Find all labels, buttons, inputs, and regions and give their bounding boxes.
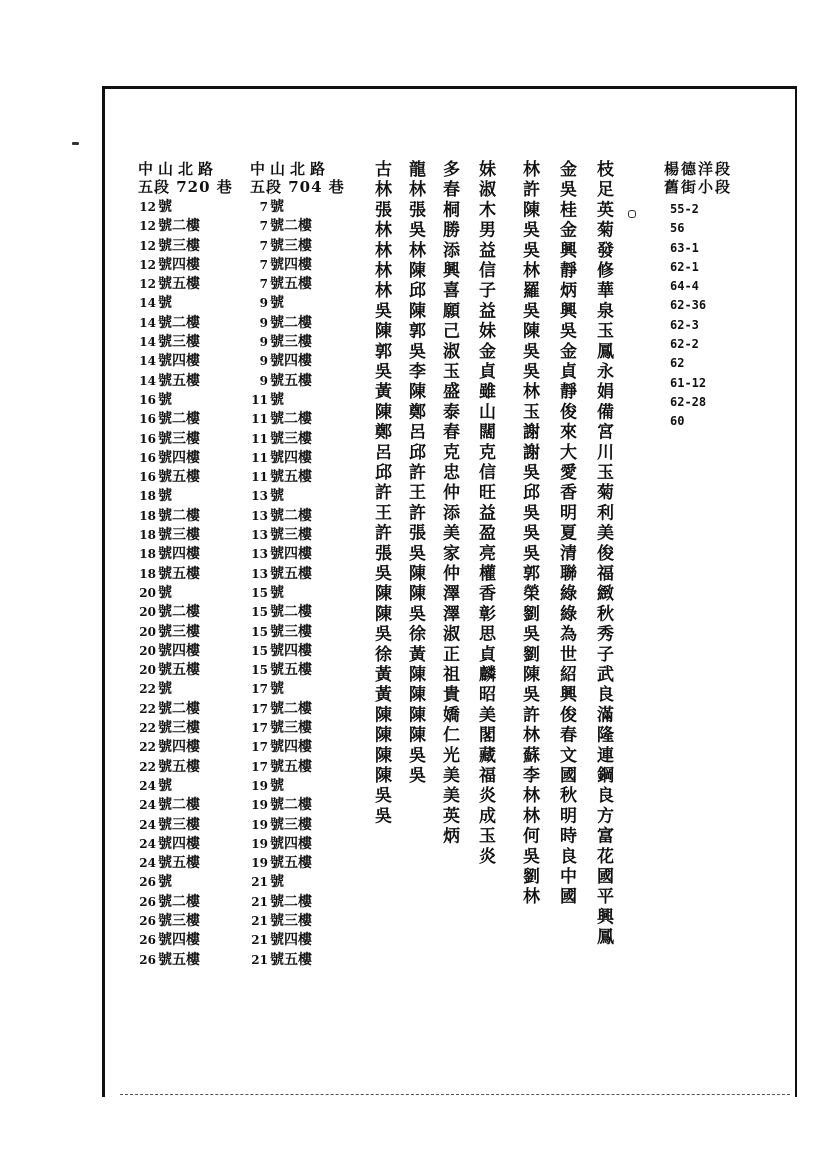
floor-label: 號五樓: [270, 758, 312, 775]
column-header-lane: 五段 720 巷: [138, 178, 233, 196]
address-row: [250, 468, 345, 487]
floor-label: 號四樓: [158, 449, 200, 466]
house-number: 7: [259, 238, 268, 253]
floor-label: 號三樓: [270, 527, 312, 544]
house-number: 14: [139, 373, 156, 388]
floor-label: 號二樓: [270, 893, 312, 910]
address-row: [250, 430, 345, 449]
house-number: 7: [259, 257, 268, 272]
house-number: 9: [259, 335, 268, 350]
name-column-7: 枝足英菊發修華泉玉鳳永娟備宮川玉菊利美俊福緻秋秀子武良滿隆連鋼良方富花國平興鳳: [593, 160, 613, 948]
house-number: 12: [139, 200, 156, 214]
address-row: [138, 816, 233, 835]
address-row: [138, 217, 233, 236]
address-list: [250, 198, 345, 970]
address-row: [138, 565, 233, 584]
house-number: 14: [139, 315, 156, 330]
address-row: [250, 256, 345, 275]
floor-label: 號三樓: [270, 430, 312, 447]
floor-label: 號三樓: [158, 623, 200, 640]
house-number: 20: [139, 663, 156, 678]
address-row: [250, 661, 345, 680]
address-row: [250, 584, 345, 603]
land-number: 61-12: [670, 375, 707, 390]
house-number: 12: [139, 257, 156, 272]
house-number: 7: [259, 219, 268, 234]
address-row: [138, 661, 233, 680]
floor-label: 號三樓: [158, 237, 200, 254]
address-row: [138, 623, 233, 642]
house-number: 13: [251, 566, 268, 581]
floor-label: 號五樓: [158, 469, 200, 486]
floor-label: 號: [158, 681, 172, 698]
floor-label: 號五樓: [270, 855, 312, 872]
land-number: 62-1: [670, 259, 699, 274]
house-number: 18: [139, 528, 156, 543]
floor-label: 號二樓: [158, 700, 200, 717]
floor-label: 號: [158, 488, 172, 505]
house-number: 17: [251, 740, 268, 755]
floor-label: 號三樓: [158, 720, 200, 737]
floor-label: 號五樓: [270, 951, 312, 968]
house-number: 24: [139, 778, 156, 793]
address-row: [250, 487, 345, 506]
floor-label: 號五樓: [158, 951, 200, 968]
floor-label: 號: [270, 199, 284, 215]
house-number: 22: [139, 759, 156, 774]
address-row: [250, 623, 345, 642]
scan-speck: [628, 210, 636, 218]
house-number: 15: [251, 624, 268, 639]
floor-label: 號二樓: [158, 411, 200, 428]
floor-label: 號三樓: [158, 334, 200, 351]
house-number: 21: [251, 894, 268, 909]
address-row: [250, 391, 345, 410]
address-row: [250, 565, 345, 584]
house-number: 16: [139, 450, 156, 465]
address-row: [138, 352, 233, 371]
name-column-2: 龍林張吳林陳邱陳郭吳李陳鄭呂邱許王許張吳陳陳吳徐黃陳陳陳陳吳吳: [405, 160, 425, 787]
address-row: [250, 854, 345, 873]
address-row: [138, 526, 233, 545]
address-row: [250, 816, 345, 835]
house-number: 18: [139, 508, 156, 523]
index-header-subsection: 舊街小段: [664, 178, 733, 196]
floor-label: 號二樓: [158, 604, 200, 621]
column-header-lane: 五段 704 巷: [250, 178, 345, 196]
floor-label: 號五樓: [270, 469, 312, 486]
address-row: [250, 719, 345, 738]
house-number: 19: [251, 798, 268, 813]
house-number: 13: [251, 489, 268, 504]
name-column-5: 林許陳吳吳林羅吳陳吳吳林玉謝謝吳邱吳吳吳郭榮劉吳劉陳吳許林蘇李林林何吳劉林: [519, 160, 539, 908]
house-number: 7: [259, 200, 268, 214]
floor-label: 號三樓: [158, 430, 200, 447]
land-number: 64-4: [670, 279, 699, 294]
floor-label: 號四樓: [270, 353, 312, 370]
address-row: [138, 430, 233, 449]
column-header-road: 中山北路: [138, 160, 219, 178]
house-number: 17: [251, 759, 268, 774]
address-row: [138, 333, 233, 352]
house-number: 19: [251, 778, 268, 793]
house-number: 13: [251, 508, 268, 523]
address-row: [250, 835, 345, 854]
address-row: [250, 449, 345, 468]
address-row: [138, 738, 233, 757]
address-row: [250, 237, 345, 256]
address-row: [138, 256, 233, 275]
house-number: 13: [251, 547, 268, 562]
name-column-4: 妹淑木男益信子益妹金貞雖山闊克信旺益盈亮權香彰思貞麟昭美閣藏福炎成玉炎: [475, 160, 495, 867]
bottom-dashed-line: [120, 1094, 790, 1095]
floor-label: 號: [270, 391, 284, 408]
address-row: [250, 352, 345, 371]
floor-label: 號二樓: [158, 314, 200, 331]
address-row: [138, 545, 233, 564]
floor-label: 號二樓: [158, 218, 200, 235]
address-row: [138, 275, 233, 294]
house-number: 20: [139, 585, 156, 600]
address-column-704: [250, 160, 345, 970]
floor-label: 號: [158, 391, 172, 408]
floor-label: 號四樓: [158, 642, 200, 659]
floor-label: 號五樓: [158, 758, 200, 775]
house-number: 24: [139, 836, 156, 851]
address-row: [138, 719, 233, 738]
name-column-3: 多春桐勝添興喜願己淑玉盛泰春克忠仲添美家仲澤澤淑正祖貴嬌仁光美美英炳: [439, 160, 459, 847]
house-number: 15: [251, 663, 268, 678]
address-row: [138, 410, 233, 429]
address-row: [250, 796, 345, 815]
floor-label: 號三樓: [158, 527, 200, 544]
floor-label: 號四樓: [158, 256, 200, 273]
house-number: 18: [139, 489, 156, 504]
house-number: 26: [139, 952, 156, 967]
floor-label: 號二樓: [270, 507, 312, 524]
address-row: [138, 449, 233, 468]
house-number: 9: [259, 373, 268, 388]
floor-label: 號三樓: [270, 623, 312, 640]
floor-label: 號: [158, 777, 172, 794]
address-row: [138, 294, 233, 313]
house-number: 19: [251, 817, 268, 832]
house-number: 20: [139, 605, 156, 620]
house-number: 20: [139, 624, 156, 639]
house-number: 12: [139, 277, 156, 292]
land-number: 62-3: [670, 317, 699, 332]
house-number: 15: [251, 643, 268, 658]
floor-label: 號二樓: [270, 218, 312, 235]
floor-label: 號四樓: [270, 932, 312, 949]
address-row: [250, 294, 345, 313]
address-row: [138, 700, 233, 719]
column-header-road: 中山北路: [250, 160, 331, 178]
floor-label: 號五樓: [158, 276, 200, 293]
floor-label: 號: [158, 295, 172, 312]
floor-label: 號二樓: [158, 507, 200, 524]
address-row: [138, 372, 233, 391]
address-row: [250, 198, 345, 217]
scan-speck: [72, 142, 79, 145]
house-number: 21: [251, 952, 268, 967]
house-number: 11: [251, 392, 268, 407]
land-number: 62-2: [670, 337, 699, 352]
address-row: [250, 680, 345, 699]
address-row: [138, 873, 233, 892]
floor-label: 號四樓: [158, 739, 200, 756]
address-row: [138, 391, 233, 410]
index-list: [670, 200, 732, 432]
floor-label: 號三樓: [270, 720, 312, 737]
house-number: 11: [251, 431, 268, 446]
floor-label: 號五樓: [270, 662, 312, 679]
floor-label: 號三樓: [270, 912, 312, 929]
floor-label: 號五樓: [158, 565, 200, 582]
floor-label: 號三樓: [270, 816, 312, 833]
address-row: [250, 738, 345, 757]
land-number: 63-1: [670, 240, 699, 255]
floor-label: 號二樓: [158, 797, 200, 814]
house-number: 11: [251, 450, 268, 465]
floor-label: 號五樓: [270, 276, 312, 293]
name-column-1: 古林張林林林林吳陳郭吳黃陳鄭呂邱許王許張吳陳陳吳徐黃黃陳陳陳陳吳吳: [371, 160, 391, 827]
floor-label: 號: [158, 584, 172, 601]
floor-label: 號四樓: [270, 546, 312, 563]
floor-label: 號三樓: [270, 237, 312, 254]
floor-label: 號五樓: [270, 565, 312, 582]
house-number: 11: [251, 470, 268, 485]
index-header-section: 楊德洋段: [664, 160, 733, 178]
house-number: 26: [139, 875, 156, 890]
house-number: 11: [251, 412, 268, 427]
house-number: 16: [139, 431, 156, 446]
house-number: 12: [139, 219, 156, 234]
address-row: [138, 912, 233, 931]
house-number: 26: [139, 913, 156, 928]
floor-label: 號五樓: [158, 855, 200, 872]
address-row: [138, 951, 233, 970]
land-section-index: [664, 160, 732, 432]
address-row: [138, 507, 233, 526]
house-number: 26: [139, 933, 156, 948]
address-row: [138, 584, 233, 603]
floor-label: 號: [270, 295, 284, 312]
floor-label: 號三樓: [270, 334, 312, 351]
house-number: 21: [251, 875, 268, 890]
address-row: [250, 777, 345, 796]
address-row: [250, 700, 345, 719]
address-row: [138, 237, 233, 256]
address-row: [138, 314, 233, 333]
address-row: [138, 777, 233, 796]
address-row: [138, 931, 233, 950]
address-row: [250, 873, 345, 892]
floor-label: 號五樓: [270, 372, 312, 389]
house-number: 24: [139, 817, 156, 832]
address-row: [250, 333, 345, 352]
address-row: [138, 487, 233, 506]
floor-label: 號二樓: [270, 604, 312, 621]
house-number: 22: [139, 682, 156, 697]
address-column-720: [138, 160, 233, 970]
floor-label: 號四樓: [270, 835, 312, 852]
address-row: [250, 951, 345, 970]
floor-label: 號: [158, 199, 172, 215]
floor-label: 號四樓: [270, 449, 312, 466]
house-number: 7: [259, 277, 268, 292]
address-row: [250, 410, 345, 429]
floor-label: 號五樓: [158, 372, 200, 389]
house-number: 14: [139, 354, 156, 369]
house-number: 22: [139, 701, 156, 716]
house-number: 21: [251, 933, 268, 948]
house-number: 13: [251, 528, 268, 543]
house-number: 14: [139, 296, 156, 311]
address-row: [138, 758, 233, 777]
house-number: 21: [251, 913, 268, 928]
house-number: 18: [139, 566, 156, 581]
floor-label: 號二樓: [270, 700, 312, 717]
address-row: [250, 642, 345, 661]
address-row: [250, 275, 345, 294]
house-number: 22: [139, 740, 156, 755]
floor-label: 號: [270, 584, 284, 601]
land-number: 60: [670, 414, 685, 429]
address-row: [250, 893, 345, 912]
address-row: [138, 680, 233, 699]
floor-label: 號二樓: [270, 797, 312, 814]
floor-label: 號: [270, 681, 284, 698]
floor-label: 號三樓: [158, 912, 200, 929]
floor-label: 號二樓: [270, 411, 312, 428]
address-row: [250, 372, 345, 391]
house-number: 12: [139, 238, 156, 253]
floor-label: 號四樓: [270, 642, 312, 659]
house-number: 24: [139, 798, 156, 813]
address-row: [138, 893, 233, 912]
address-row: [250, 217, 345, 236]
floor-label: 號四樓: [158, 353, 200, 370]
house-number: 18: [139, 547, 156, 562]
land-number: 56: [670, 221, 685, 236]
house-number: 20: [139, 643, 156, 658]
floor-label: 號四樓: [270, 256, 312, 273]
floor-label: 號三樓: [158, 816, 200, 833]
address-list: [138, 198, 233, 970]
name-column-6: 金吳桂金興靜炳興吳金貞靜俊來大愛香明夏清聯綠綠為世紹興俊春文國秋明時良中國: [556, 160, 576, 908]
house-number: 16: [139, 412, 156, 427]
address-row: [138, 642, 233, 661]
floor-label: 號: [270, 488, 284, 505]
house-number: 14: [139, 335, 156, 350]
house-number: 16: [139, 470, 156, 485]
address-row: [250, 526, 345, 545]
house-number: 19: [251, 836, 268, 851]
address-row: [250, 314, 345, 333]
house-number: 9: [259, 296, 268, 311]
house-number: 17: [251, 721, 268, 736]
floor-label: 號: [158, 874, 172, 891]
address-row: [250, 507, 345, 526]
address-row: [138, 835, 233, 854]
address-row: [250, 603, 345, 622]
address-row: [138, 198, 233, 217]
address-row: [250, 912, 345, 931]
floor-label: 號: [270, 874, 284, 891]
house-number: 22: [139, 721, 156, 736]
house-number: 24: [139, 856, 156, 871]
house-number: 17: [251, 682, 268, 697]
address-row: [138, 603, 233, 622]
floor-label: 號四樓: [158, 546, 200, 563]
floor-label: 號: [270, 777, 284, 794]
address-row: [250, 545, 345, 564]
address-row: [250, 931, 345, 950]
house-number: 17: [251, 701, 268, 716]
house-number: 19: [251, 856, 268, 871]
house-number: 9: [259, 315, 268, 330]
land-number: 62-36: [670, 298, 707, 313]
floor-label: 號二樓: [270, 314, 312, 331]
house-number: 16: [139, 392, 156, 407]
floor-label: 號五樓: [158, 662, 200, 679]
floor-label: 號二樓: [158, 893, 200, 910]
house-number: 15: [251, 605, 268, 620]
land-number: 62-28: [670, 394, 707, 409]
house-number: 15: [251, 585, 268, 600]
land-number: 55-2: [670, 202, 699, 216]
address-row: [138, 854, 233, 873]
address-row: [138, 796, 233, 815]
address-row: [250, 758, 345, 777]
house-number: 26: [139, 894, 156, 909]
address-row: [138, 468, 233, 487]
land-number: 62: [670, 356, 685, 371]
floor-label: 號四樓: [158, 835, 200, 852]
floor-label: 號四樓: [158, 932, 200, 949]
floor-label: 號四樓: [270, 739, 312, 756]
house-number: 9: [259, 354, 268, 369]
